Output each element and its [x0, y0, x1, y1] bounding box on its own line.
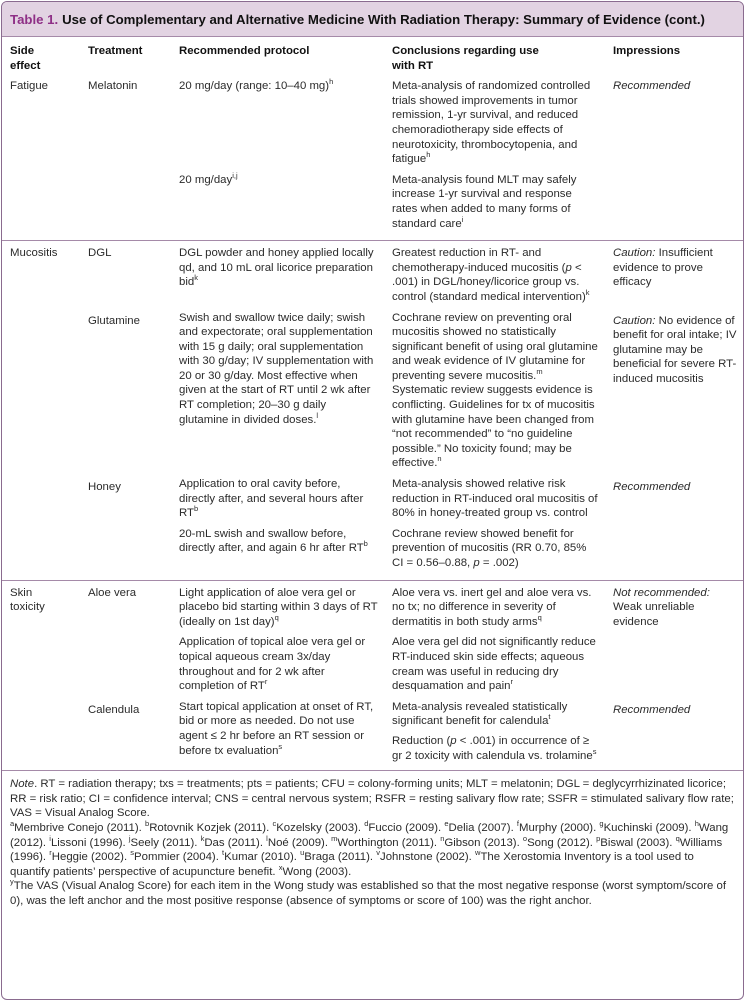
reference-marker: m	[331, 833, 338, 843]
header-protocol: Recommended protocol	[179, 45, 310, 57]
reference-entry: Williams (1996).	[10, 836, 723, 864]
reference-entry: Johnstone (2002).	[380, 851, 476, 864]
reference-entry: Pommier (2004).	[134, 851, 223, 864]
treatment-cell: Honey	[88, 481, 121, 494]
table-row	[2, 580, 743, 632]
reference-marker: c	[272, 819, 277, 829]
reference-entry: Lissoni (1996).	[50, 836, 129, 849]
reference-marker: e	[444, 819, 449, 829]
reference-marker: w	[475, 848, 481, 858]
reference-marker: v	[376, 848, 381, 858]
conclusion-line: Reduction (p < .001) in occurrence of ≥ gr 2 toxicity with calendula vs. trolamine$^s$	[392, 734, 597, 762]
reference-entry: Seely (2011).	[130, 836, 201, 849]
conclusion-cell: Aloe vera vs. inert gel and aloe vera vs. no tx; no difference in severity of dermatitis in both study arms$^q$	[384, 580, 605, 632]
header-side-effect: Side effect	[10, 45, 41, 72]
table-row	[2, 474, 743, 524]
conclusion-line: Meta-analysis revealed statistically significant benefit for calendula$^t$	[392, 700, 568, 728]
table-title-text: Use of Complementary and Alternative Medicine With Radiation Therapy: Summary of Evidence (cont.)	[62, 12, 705, 27]
header-row	[2, 37, 743, 76]
evidence-table	[2, 37, 743, 770]
reference-marker: g	[599, 819, 604, 829]
reference-marker: t	[222, 848, 225, 858]
table-row	[2, 632, 743, 696]
treatment-cell: DGL	[80, 241, 171, 308]
conclusion-cell: Meta-analysis showed relative risk reduction in RT-induced oral mucositis of 80% in honey-treated group vs. control	[392, 478, 598, 520]
treatment-cell: Glutamine	[88, 314, 140, 327]
reference-entry: Worthington (2011).	[337, 836, 441, 849]
reference-entry: Wang (2012).	[10, 821, 729, 849]
reference-marker: a	[10, 819, 15, 829]
reference-entry: Kozelsky (2003).	[276, 821, 365, 834]
protocol-cell: Light application of aloe vera gel or placebo bid starting within 3 days of RT (ideally on 1st day)$^q$	[171, 580, 384, 632]
impression-cell: Caution: No evidence of benefit for oral intake; IV glutamine may be beneficial for severe RT-induced mucositis	[613, 314, 737, 385]
reference-marker: k	[200, 833, 205, 843]
conclusion-cell: Cochrane review on preventing oral mucositis showed no statistically significant benefit of using oral glutamine and weak evidence of IV glutamine for preventing severe mucositis.$^m$ Systematic review suggests evidence is conflicting. Guidelines for tx of mucositis with glutamine have been changed from “not recommended” to “no guideline possible.” No toxicity found; may be effective.$^n$	[392, 311, 598, 470]
table-row	[2, 524, 743, 580]
conclusion-cell: Meta-analysis found MLT may safely increase 1-yr survival and response rates when added to many forms of standard care$^i$	[392, 173, 577, 230]
table-title	[2, 2, 743, 37]
table-row	[2, 170, 743, 241]
table-row	[2, 241, 743, 308]
abbreviation-note: Note. RT = radiation therapy; txs = treatments; pts = patients; CFU = colony-forming units; MLT = melatonin; DGL = deglycyrrhizinated licorice; RR = risk ratio; CI = confidence interval; CNS = central nervous system; RSFR = resting salivary flow rate; SSFR = stimulated salivary flow rate; VAS = Visual Analog Score.	[10, 778, 734, 820]
side-effect-cell: Mucositis	[2, 241, 80, 308]
reference-marker: i	[49, 833, 51, 843]
conclusion-cell: Cochrane review showed benefit for prevention of mucositis (RR 0.70, 85% CI = 0.56–0.88, p = .002)	[392, 527, 587, 569]
conclusion-cell: Meta-analysis of randomized controlled trials showed improvements in tumor remission, 1-yr survival, and reduced chemoradiotherapy side effects of neurotoxicity, thrombocytopenia, and fatigue$^h$	[392, 80, 591, 166]
reference-marker: o	[522, 833, 528, 843]
reference-entry: Kumar (2010).	[224, 851, 301, 864]
reference-entry: Noé (2009).	[267, 836, 332, 849]
header-treatment: Treatment	[88, 45, 143, 57]
reference-marker: s	[130, 848, 135, 858]
impression-cell: Caution: Insufficient evidence to prove efficacy	[605, 241, 743, 308]
table-frame	[1, 1, 744, 1000]
protocol-cell: Start topical application at onset of RT, bid or more as needed. Do not use agent ≤ 2 hr before an RT session or before tx evaluation$^s$	[179, 700, 374, 757]
reference-entry: Murphy (2000).	[519, 821, 600, 834]
reference-entry: Das (2011).	[204, 836, 267, 849]
conclusion-cell	[384, 697, 605, 770]
reference-marker: h	[694, 819, 699, 829]
reference-entry: Biswal (2003).	[600, 836, 676, 849]
impression-cell: Recommended	[613, 703, 691, 716]
reference-list	[10, 821, 735, 879]
treatment-cell: Melatonin	[88, 80, 138, 93]
table-row	[2, 697, 743, 770]
conclusion-cell: Greatest reduction in RT- and chemotherapy-induced mucositis (p < .001) in DGL/honey/licorice group vs. control (standard medical intervention)$^k$	[384, 241, 605, 308]
table-row	[2, 308, 743, 475]
table-number: Table 1.	[10, 12, 59, 27]
header-conclusions: Conclusions regarding use with RT	[392, 45, 539, 72]
reference-marker: n	[440, 833, 445, 843]
reference-entry: Braga (2011).	[304, 851, 377, 864]
reference-entry: Heggie (2002).	[51, 851, 131, 864]
protocol-cell: Swish and swallow twice daily; swish and expectorate; oral supplementation with 15 g daily; oral supplementation with 30 g/day; IV supplementation with 20 or 30 g/day. Most effective when given at the start of RT until 2 wk after RT completion; 20–30 g daily glutamine in divided doses.$^l$	[179, 311, 374, 426]
side-effect-cell: Fatigue	[10, 80, 48, 93]
protocol-cell: DGL powder and honey applied locally qd, and 10 mL oral licorice preparation bid$^k$	[171, 241, 384, 308]
conclusion-cell: Aloe vera gel did not significantly reduce RT-induced skin side effects; aqueous cream was useful in reducing dry desquamation and pain$^r$	[392, 636, 596, 693]
reference-marker: f	[516, 819, 519, 829]
reference-entry: Delia (2007).	[448, 821, 517, 834]
reference-marker: x	[278, 862, 283, 872]
protocol-cell: 20 mg/day (range: 10–40 mg)$^h$	[179, 77, 334, 93]
reference-marker: p	[596, 833, 601, 843]
impression-cell: Not recommended: Weak unreliable evidence	[605, 580, 743, 632]
protocol-cell: Application of topical aloe vera gel or topical aqueous cream 3x/day throughout and for 2 wk after completion of $RT^r$	[179, 636, 366, 693]
reference-entry: Song (2012).	[527, 836, 597, 849]
reference-entry: The Xerostomia Inventory is a tool used to quantify patients’ perspective of acupuncture benefit.	[10, 851, 694, 878]
reference-marker: u	[300, 848, 305, 858]
reference-marker: b	[145, 819, 150, 829]
reference-entry: Kuchinski (2009).	[603, 821, 695, 834]
protocol-cell: 20-mL swish and swallow before, directly after, and again 6 hr after $RT^b$	[179, 527, 368, 555]
impression-cell: Recommended	[613, 80, 691, 93]
reference-marker: l	[266, 833, 268, 843]
treatment-cell: Calendula	[88, 703, 140, 716]
side-effect-cell: Skin toxicity	[2, 580, 80, 632]
reference-entry: Membrive Conejo (2011).	[14, 821, 146, 834]
table-notes	[2, 770, 743, 908]
reference-marker: q	[675, 833, 680, 843]
reference-marker: j	[128, 833, 131, 843]
impression-cell: Recommended	[613, 481, 691, 494]
protocol-cell: Application to oral cavity before, directly after, and several hours after $RT^b$	[179, 478, 364, 520]
table-row	[2, 76, 743, 170]
vas-footnote: $^y$The VAS (Visual Analog Score) for each item in the Wong study was established so that the most negative response (worst symptom/score of 0), was the left anchor and the most positive response (absence of symptoms or score of 100) was the right anchor.	[10, 877, 727, 907]
reference-marker: r	[49, 848, 52, 858]
reference-entry: Rotovnik Kozjek (2011).	[149, 821, 273, 834]
treatment-cell: Aloe vera	[80, 580, 171, 632]
protocol-cell: 20 mg/day$^{i,j}$	[179, 170, 238, 186]
reference-entry: Wong (2003).	[282, 865, 352, 878]
reference-entry: Fuccio (2009).	[368, 821, 445, 834]
reference-marker: d	[364, 819, 369, 829]
header-impressions: Impressions	[613, 45, 681, 57]
reference-entry: Gibson (2013).	[444, 836, 523, 849]
